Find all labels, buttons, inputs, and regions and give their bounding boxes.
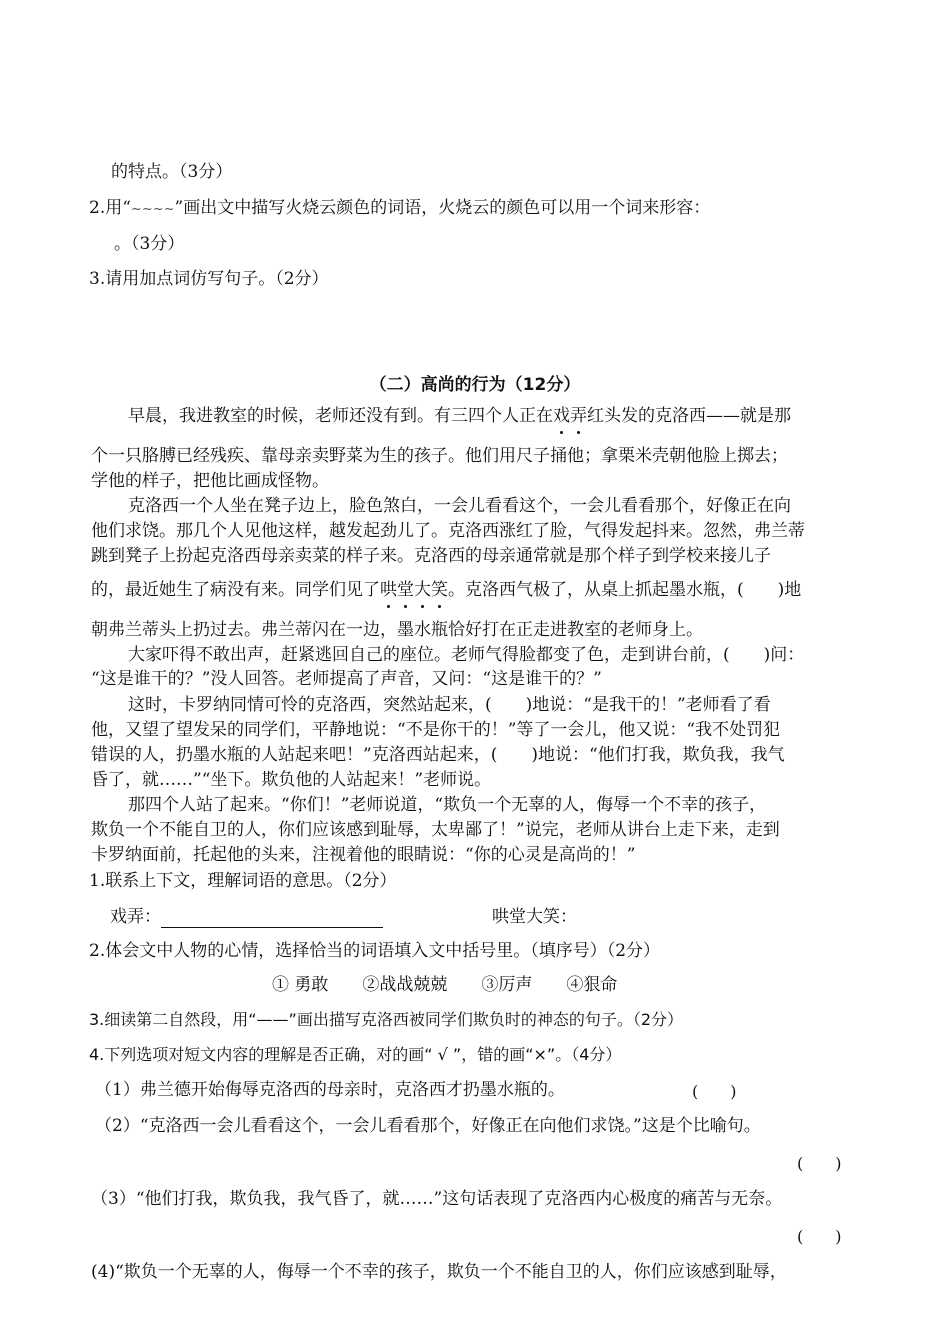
passage-p4-line2: 他，又望了望发呆的同学们，平静地说：“不是你干的！”等了一会儿，他又说：“我不处罚犯 <box>91 720 781 740</box>
passage-p1-line1: 早晨，我进教室的时候，老师还没有到。有三四个人正在戏弄红头发的克洛西——就是那 <box>128 406 791 426</box>
dotted-char: 笑 <box>431 580 448 600</box>
passage-p2-line2: 他们求饶。那几个人见他这样，越发起劲儿了。克洛西涨红了脸，气得发起抖来。忽然，弗兰蒂 <box>91 521 805 541</box>
q4-item-1-answer[interactable]: ( ) <box>692 1082 737 1101</box>
q2-options: ① 勇敢 ②战战兢兢 ③厉声 ④狠命 <box>272 975 618 995</box>
passage-p4-line3: 错误的人，扔墨水瓶的人站起来吧！”克洛西站起来，( )地说：“他们打我，欺负我，我气 <box>91 745 785 765</box>
q2-tail: 。（3分） <box>114 234 185 254</box>
passage-question-4: 4.下列选项对短文内容的理解是否正确，对的画“ √ ”，错的画“×”。（4分） <box>89 1045 622 1064</box>
passage-question-1: 1.联系上下文，理解词语的意思。（2分） <box>89 871 397 891</box>
passage-p1-line2: 个一只胳膊已经残疾、靠母亲卖野菜为生的孩子。他们用尺子捅他；拿栗米壳朝他脸上掷去； <box>91 446 788 466</box>
q4-item-4: (4)“欺负一个无辜的人，侮辱一个不幸的孩子，欺负一个不能自卫的人，你们应该感到耻辱， <box>91 1262 787 1282</box>
section-title: （二）高尚的行为（12分） <box>369 375 581 395</box>
q1-tail: 的特点。（3分） <box>111 162 233 182</box>
passage-p5-line3: 卡罗纳面前，托起他的头来，注视着他的眼睛说：“你的心灵是高尚的！” <box>91 845 636 865</box>
passage-p5-line2: 欺负一个不能自卫的人，你们应该感到耻辱，太卑鄙了！”说完，老师从讲台上走下来，走到 <box>91 820 780 840</box>
q4-item-1: （1）弗兰德开始侮辱克洛西的母亲时，克洛西才扔墨水瓶的。 <box>95 1080 565 1100</box>
passage-p2-line4: 的，最近她生了病没有来。同学们见了哄堂大笑。克洛西气极了，从桌上抓起墨水瓶，( )地 <box>91 580 802 600</box>
q4-item-3-answer[interactable]: ( ) <box>797 1227 842 1246</box>
passage-p3-line2: “这是谁干的？”没人回答。老师提高了声音，又问：“这是谁干的？” <box>91 669 602 689</box>
dotted-char: 大 <box>414 580 431 600</box>
passage-p2-line1: 克洛西一个人坐在凳子边上，脸色煞白，一会儿看看这个，一会儿看看那个，好像正在向 <box>128 496 791 516</box>
q4-item-3: （3）“他们打我，欺负我，我气昏了，就……”这句话表现了克洛西内心极度的痛苦与无奈。 <box>91 1189 783 1209</box>
q4-item-2-answer[interactable]: ( ) <box>797 1154 842 1173</box>
dotted-char: 哄 <box>380 580 397 600</box>
passage-question-3: 3.细读第二自然段，用“——”画出描写克洛西被同学们欺负时的神态的句子。（2分） <box>89 1010 684 1029</box>
passage-p5-line1: 那四个人站了起来。“你们！”老师说道，“欺负一个无辜的人，侮辱一个不幸的孩子， <box>128 795 767 815</box>
dotted-char: 戏 <box>553 406 570 426</box>
passage-p4-line1: 这时，卡罗纳同情可怜的克洛西，突然站起来，( )地说：“是我干的！”老师看了看 <box>128 695 771 715</box>
dotted-char: 弄 <box>570 406 587 426</box>
dotted-char: 堂 <box>397 580 414 600</box>
question-2: 2.用“~~~~”画出文中描写火烧云颜色的词语，火烧云的颜色可以用一个词来形容： <box>89 197 710 221</box>
passage-p1-line3: 学他的样子，把他比画成怪物。 <box>91 471 329 491</box>
q1-answer-a: 戏弄： <box>110 906 383 928</box>
passage-p2-line5: 朝弗兰蒂头上扔过去。弗兰蒂闪在一边，墨水瓶恰好打在正走进教室的老师身上。 <box>91 620 703 640</box>
q1-answer-b: 哄堂大笑： <box>492 907 577 927</box>
q4-item-2: （2）“克洛西一会儿看看这个，一会儿看看那个，好像正在向他们求饶。”这是个比喻句。 <box>95 1116 761 1136</box>
question-3: 3.请用加点词仿写句子。（2分） <box>89 269 329 289</box>
passage-p2-line3: 跳到凳子上扮起克洛西母亲卖菜的样子来。克洛西的母亲通常就是那个样子到学校来接儿子 <box>91 546 771 566</box>
wavy-line-mark: ~~~~ <box>130 202 175 217</box>
answer-blank[interactable] <box>161 909 383 928</box>
passage-p3-line1: 大家吓得不敢出声，赶紧逃回自己的座位。老师气得脸都变了色，走到讲台前，( )问： <box>128 645 805 665</box>
passage-question-2: 2.体会文中人物的心情，选择恰当的词语填入文中括号里。（填序号）（2分） <box>89 941 661 961</box>
passage-p4-line4: 昏了，就……”“坐下。欺负他的人站起来！”老师说。 <box>91 770 492 790</box>
